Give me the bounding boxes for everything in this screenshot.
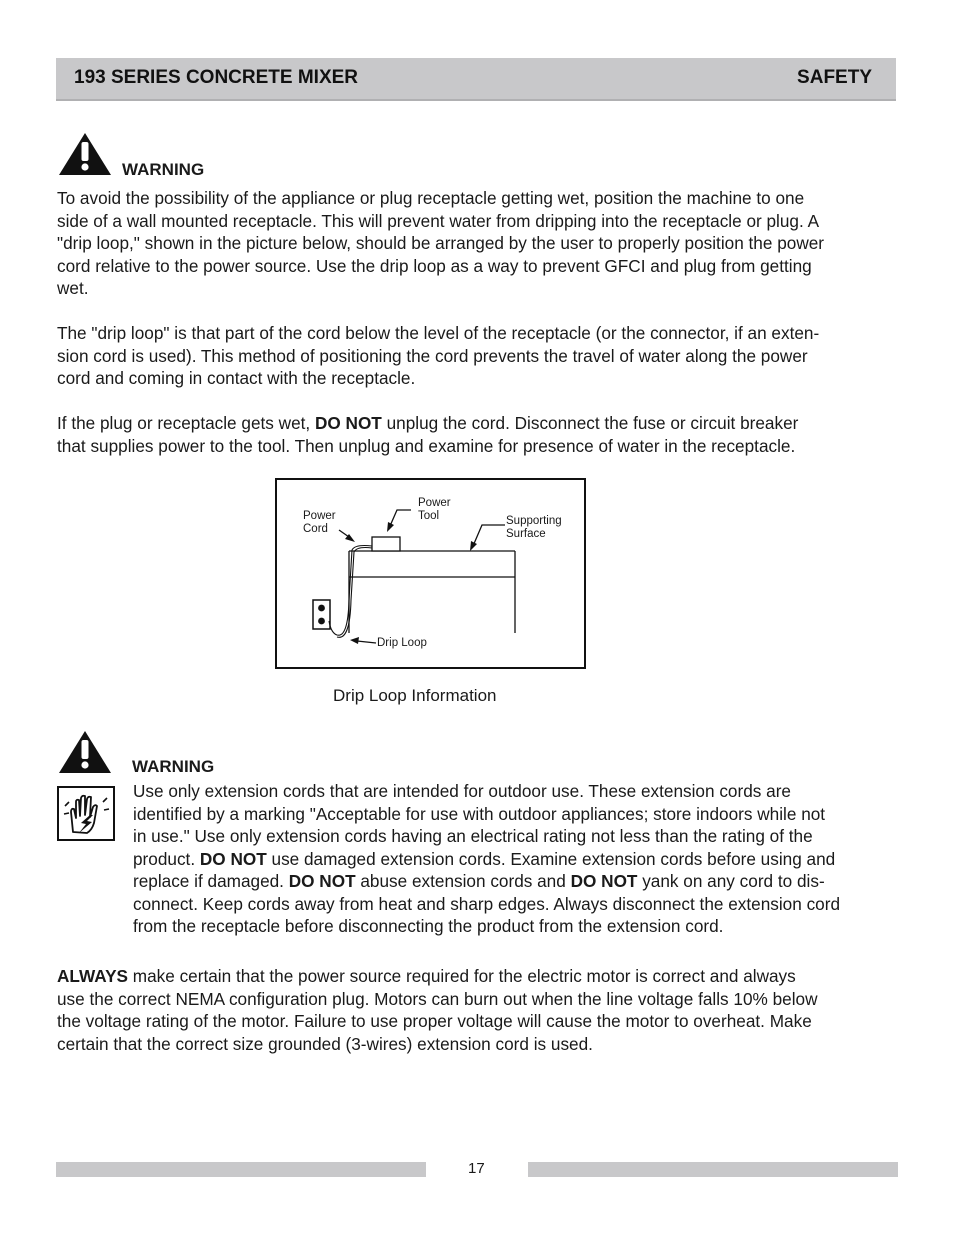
warning-label: WARNING (122, 160, 205, 179)
text-line: cord and coming in contact with the receptacle. (57, 368, 416, 388)
text-line: "drip loop," shown in the picture below, should be arranged by the user to properly position the power (57, 233, 825, 253)
text-line: ALWAYS make certain that the power source required for the electric motor is correct and always (57, 966, 796, 986)
do-not-emphasis: DO NOT (570, 871, 638, 891)
text-line: in use." Use only extension cords having an electrical rating not less than the rating of the (133, 826, 813, 846)
text-line: use the correct NEMA configuration plug. Motors can burn out when the line voltage falls 10% below (57, 988, 818, 1009)
always-emphasis: ALWAYS (57, 966, 128, 986)
page-number: 17 (468, 1160, 485, 1177)
electric-shock-hand-icon (57, 786, 115, 841)
supporting-surface-label: Supporting Surface (506, 515, 562, 540)
text-line: To avoid the possibility of the appliance or plug receptacle getting wet, position the machine to one (57, 188, 805, 208)
warning-triangle-icon (59, 731, 111, 773)
always-paragraph (57, 965, 917, 1055)
drip-loop-label: Drip Loop (377, 637, 427, 649)
power-tool-label: Power Tool (418, 497, 451, 522)
diagram-caption: Drip Loop Information (333, 686, 497, 705)
text-line: from the receptacle before disconnecting the product from the extension cord. (133, 916, 724, 936)
header-bar (56, 58, 896, 101)
text-line: wet. (57, 278, 89, 298)
text-line: If the plug or receptacle gets wet, DO NOT unplug the cord. Disconnect the fuse or circuit breaker (57, 413, 799, 433)
text-line: product. DO NOT use damaged extension cords. Examine extension cords before using and (133, 848, 836, 869)
warning-paragraph (57, 187, 917, 300)
do-not-emphasis: DO NOT (199, 848, 267, 869)
drip-loop-diagram (275, 478, 586, 669)
drip-loop-paragraph (57, 322, 917, 390)
do-not-emphasis: DO NOT (288, 871, 356, 891)
do-not-emphasis: DO NOT (314, 413, 382, 433)
section-title: SAFETY (797, 67, 872, 88)
wet-plug-paragraph (57, 412, 917, 457)
warning-label: WARNING (132, 757, 215, 776)
footer-bar-left (56, 1162, 426, 1177)
document-title: 193 SERIES CONCRETE MIXER (74, 67, 359, 88)
warning-triangle-icon (59, 133, 111, 175)
text-line: the voltage rating of the motor. Failure to use proper voltage will cause the motor to overheat. Make (57, 1011, 812, 1031)
power-cord-label: Power Cord (303, 510, 336, 535)
text-line: sion cord is used). This method of positioning the cord prevents the travel of water along the power (57, 345, 808, 366)
text-line: cord relative to the power source. Use the drip loop as a way to prevent GFCI and plug from getting (57, 255, 812, 276)
text-line: certain that the correct size grounded (3-wires) extension cord is used. (57, 1033, 593, 1054)
text-line: side of a wall mounted receptacle. This will prevent water from dripping into the receptacle or plug. A (57, 210, 820, 231)
text-line: that supplies power to the tool. Then unplug and examine for presence of water in the receptacle. (57, 435, 796, 456)
text-line: The "drip loop" is that part of the cord below the level of the receptacle (or the connector, if an exten- (57, 323, 820, 343)
text-line: identified by a marking "Acceptable for use with outdoor appliances; store indoors while not (133, 803, 826, 824)
text-line: replace if damaged. DO NOT abuse extension cords and DO NOT yank on any cord to dis- (133, 871, 825, 891)
footer-bar-right (528, 1162, 898, 1177)
extension-cord-paragraph (133, 780, 923, 938)
text-line: Use only extension cords that are intended for outdoor use. These extension cords are (133, 781, 791, 801)
text-line: connect. Keep cords away from heat and sharp edges. Always disconnect the extension cord (133, 893, 841, 914)
